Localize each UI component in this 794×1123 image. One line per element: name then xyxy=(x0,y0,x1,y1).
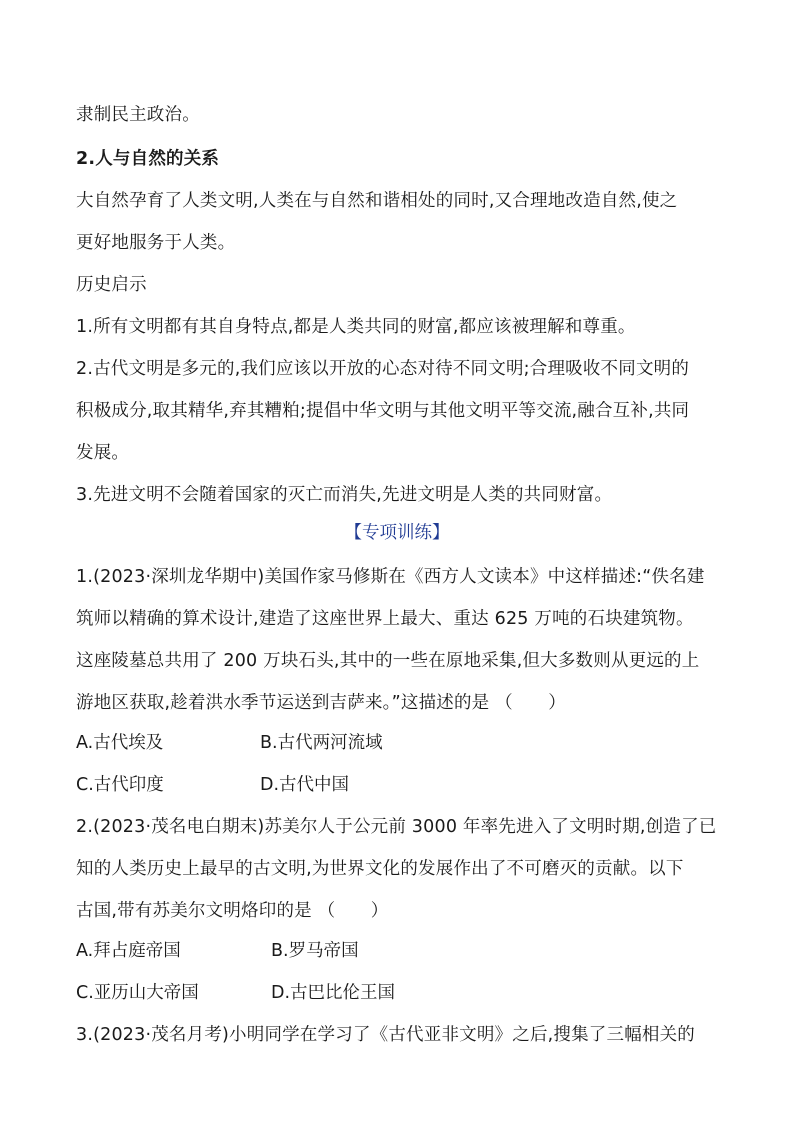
q1-option-c[interactable]: C.古代印度 xyxy=(76,775,164,795)
text-line: 更好地服务于人类。 xyxy=(76,233,236,253)
subheading-historical-insight: 历史启示 xyxy=(76,275,147,295)
text-line: 发展。 xyxy=(76,443,130,463)
question-1-line: 游地区获取,趁着洪水季节运送到吉萨来。”这描述的是 （ ） xyxy=(76,693,566,713)
question-1-line: 筑师以精确的算术设计,建造了这座世界上最大、重达 625 万吨的石块建筑物。 xyxy=(76,609,694,629)
question-1-line: 1.(2023·深圳龙华期中)美国作家马修斯在《西方人文读本》中这样描述:“佚名建 xyxy=(76,567,705,587)
question-1-line: 这座陵墓总共用了 200 万块石头,其中的一些在原地采集,但大多数则从更远的上 xyxy=(76,651,700,671)
q1-option-b[interactable]: B.古代两河流域 xyxy=(260,733,383,753)
question-2-line: 2.(2023·茂名电白期末)苏美尔人于公元前 3000 年率先进入了文明时期,创造了已 xyxy=(76,817,717,837)
question-3-line: 3.(2023·茂名月考)小明同学在学习了《古代亚非文明》之后,搜集了三幅相关的 xyxy=(76,1025,696,1045)
section-title-special-training: 【专项训练】 xyxy=(344,523,450,543)
q1-option-a[interactable]: A.古代埃及 xyxy=(76,733,164,753)
text-line: 大自然孕育了人类文明,人类在与自然和谐相处的同时,又合理地改造自然,使之 xyxy=(76,191,678,211)
q2-option-c[interactable]: C.亚历山大帝国 xyxy=(76,983,199,1003)
q2-option-b[interactable]: B.罗马帝国 xyxy=(271,941,359,961)
question-2-line: 知的人类历史上最早的古文明,为世界文化的发展作出了不可磨灭的贡献。以下 xyxy=(76,859,684,879)
subheading-human-nature: 2.人与自然的关系 xyxy=(76,149,220,169)
text-line: 2.古代文明是多元的,我们应该以开放的心态对待不同文明;合理吸收不同文明的 xyxy=(76,359,690,379)
q2-option-d[interactable]: D.古巴比伦王国 xyxy=(271,983,396,1003)
text-line: 积极成分,取其精华,弃其糟粕;提倡中华文明与其他文明平等交流,融合互补,共同 xyxy=(76,401,690,421)
text-line: 3.先进文明不会随着国家的灭亡而消失,先进文明是人类的共同财富。 xyxy=(76,485,613,505)
text-line: 隶制民主政治。 xyxy=(76,105,200,125)
text-line: 1.所有文明都有其自身特点,都是人类共同的财富,都应该被理解和尊重。 xyxy=(76,317,636,337)
question-2-line: 古国,带有苏美尔文明烙印的是 （ ） xyxy=(76,901,389,921)
q2-option-a[interactable]: A.拜占庭帝国 xyxy=(76,941,181,961)
q1-option-d[interactable]: D.古代中国 xyxy=(260,775,350,795)
